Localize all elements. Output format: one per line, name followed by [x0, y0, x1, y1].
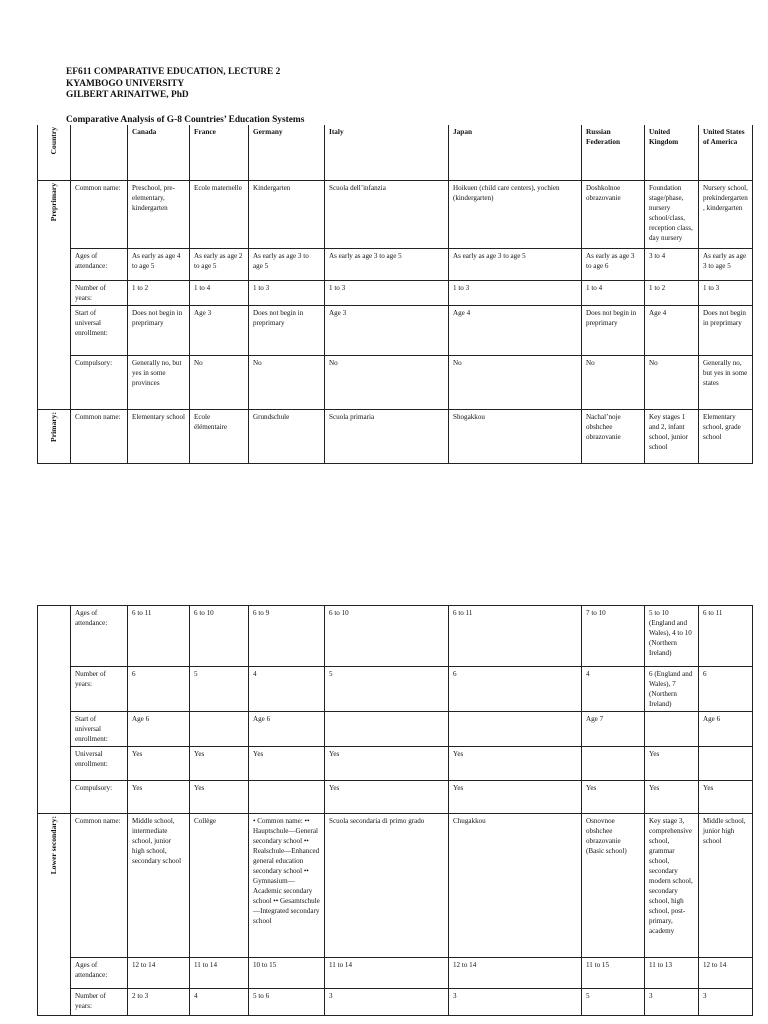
- table-cell: Yes: [699, 781, 753, 814]
- table-cell: 6 to 9: [249, 606, 325, 667]
- table-cell: Yes: [325, 781, 449, 814]
- table-cell: Osnovnoe obshchee obrazovanie (Basic school): [582, 814, 645, 958]
- table-cell: 12 to 14: [128, 958, 190, 989]
- table-cell: [190, 712, 249, 747]
- course-title: EF611 COMPARATIVE EDUCATION, LECTURE 2: [66, 67, 281, 77]
- table-cell: 1 to 3: [249, 280, 325, 305]
- section-label-lower-secondary: Lower secondary:: [38, 814, 71, 1016]
- table-cell: No: [325, 355, 449, 409]
- table-header-row: [38, 125, 753, 180]
- country-header: United States of America: [699, 125, 753, 180]
- table-cell: 6 to 11: [449, 606, 582, 667]
- table-cell: Yes: [249, 747, 325, 781]
- table-cell: Ecole maternelle: [190, 180, 249, 248]
- row-label: Ages of attendance:: [71, 606, 128, 667]
- table-cell: As early as age 3 to age 5: [325, 248, 449, 280]
- row-label: Common name:: [71, 180, 128, 248]
- table-title: Comparative Analysis of G-8 Countries’ Education Systems: [66, 115, 305, 125]
- section-label-country: Country: [38, 125, 71, 180]
- table-cell: Chugakkou: [449, 814, 582, 958]
- row-label: Common name:: [71, 409, 128, 463]
- table-cell: 3 to 4: [645, 248, 699, 280]
- row-label: Start of universal enrollment:: [71, 712, 128, 747]
- table-cell: 5: [325, 667, 449, 712]
- section-label-preprimary: Preprimary: [38, 180, 71, 409]
- table-cell: 1 to 4: [190, 280, 249, 305]
- table-cell: As early as age 2 to age 5: [190, 248, 249, 280]
- table-cell: Yes: [190, 747, 249, 781]
- table-cell: Age 4: [645, 305, 699, 355]
- table-cell: 6 to 10: [325, 606, 449, 667]
- table-cell: Scuola secondaria di primo grado: [325, 814, 449, 958]
- table-row: [38, 958, 753, 989]
- comparison-table-part1: [37, 125, 753, 464]
- table-row: [38, 667, 753, 712]
- table-cell: Shogakkou: [449, 409, 582, 463]
- table-cell: No: [249, 355, 325, 409]
- row-label: Start of universal enrollment:: [71, 305, 128, 355]
- primary-continued-label: [38, 606, 71, 814]
- table-cell: 3: [449, 989, 582, 1016]
- table-cell: Middle school, junior high school: [699, 814, 753, 958]
- table-cell: Does not begin in preprimary: [699, 305, 753, 355]
- table-cell: Does not begin in preprimary: [128, 305, 190, 355]
- table-row: [38, 280, 753, 305]
- table-cell: [582, 747, 645, 781]
- table-cell: Foundation stage/phase, nursery school/class, reception class, day nursery: [645, 180, 699, 248]
- country-header: Russian Federation: [582, 125, 645, 180]
- row-label: Number of years:: [71, 989, 128, 1016]
- table-cell: 2 to 3: [128, 989, 190, 1016]
- table-cell: Yes: [325, 747, 449, 781]
- table-cell: Age 6: [128, 712, 190, 747]
- table-cell: 1 to 2: [128, 280, 190, 305]
- table-cell: Age 3: [325, 305, 449, 355]
- row-label: Number of years:: [71, 667, 128, 712]
- table-cell: 12 to 14: [449, 958, 582, 989]
- country-header: Germany: [249, 125, 325, 180]
- table-cell: Middle school, intermediate school, junior high school, secondary school: [128, 814, 190, 958]
- table-cell: Preschool, pre-elementary, kindergarten: [128, 180, 190, 248]
- table-cell: 5 to 10 (England and Wales), 4 to 10 (Northern Ireland): [645, 606, 699, 667]
- table-cell: 1 to 3: [325, 280, 449, 305]
- table-cell: Doshkolnoe obrazovanie: [582, 180, 645, 248]
- table-cell: Yes: [128, 781, 190, 814]
- table-row: [38, 814, 753, 958]
- table-row: [38, 248, 753, 280]
- table-cell: 11 to 13: [645, 958, 699, 989]
- table-cell: Collège: [190, 814, 249, 958]
- country-header: Japan: [449, 125, 582, 180]
- table-cell: Elementary school: [128, 409, 190, 463]
- country-header: France: [190, 125, 249, 180]
- document-header: [66, 67, 280, 102]
- table-row: [38, 989, 753, 1016]
- section-label-primary: Primary:: [38, 409, 71, 463]
- table-cell: 1 to 4: [582, 280, 645, 305]
- table-cell: Scuola primaria: [325, 409, 449, 463]
- lecturer-name: GILBERT ARINAITWE, PhD: [66, 90, 189, 101]
- table-cell: [699, 747, 753, 781]
- table-row: [38, 606, 753, 667]
- country-header: Canada: [128, 125, 190, 180]
- table-cell: Age 7: [582, 712, 645, 747]
- table-cell: 1 to 2: [645, 280, 699, 305]
- table-cell: No: [449, 355, 582, 409]
- table-cell: 5 to 6: [249, 989, 325, 1016]
- university-name: KYAMBOGO UNIVERSITY: [66, 78, 185, 89]
- table-cell: Yes: [190, 781, 249, 814]
- table-cell: 10 to 15: [249, 958, 325, 989]
- table-cell: Key stage 3, comprehensive school, grammar school, secondary modern school, secondary school, high school, post-primary, academy: [645, 814, 699, 958]
- row-label: Compulsory:: [71, 781, 128, 814]
- table-cell: 6 to 11: [128, 606, 190, 667]
- table-cell: 6: [449, 667, 582, 712]
- table-row: [38, 747, 753, 781]
- table-cell: 5: [582, 989, 645, 1016]
- table-cell: [449, 712, 582, 747]
- table-cell: Age 3: [190, 305, 249, 355]
- row-label: Common name:: [71, 814, 128, 958]
- table-row: [38, 712, 753, 747]
- table-cell: Key stages 1 and 2, infant school, junior school: [645, 409, 699, 463]
- table-cell: 11 to 14: [190, 958, 249, 989]
- table-cell: Generally no, but yes in some states: [699, 355, 753, 409]
- table-cell: [249, 781, 325, 814]
- table-cell: 1 to 3: [699, 280, 753, 305]
- table-cell: [645, 712, 699, 747]
- comparison-table-part2: [37, 605, 753, 1016]
- table-row: [38, 180, 753, 248]
- table-cell: 3: [645, 989, 699, 1016]
- table-cell: 4: [582, 667, 645, 712]
- table-cell: Age 6: [699, 712, 753, 747]
- row-label: Number of years:: [71, 280, 128, 305]
- table-row: [38, 305, 753, 355]
- table-cell: No: [190, 355, 249, 409]
- table-cell: 6 (England and Wales), 7 (Northern Ireland): [645, 667, 699, 712]
- table-row: [38, 409, 753, 463]
- table-cell: As early as age 3 to age 5: [699, 248, 753, 280]
- table-cell: 6 to 10: [190, 606, 249, 667]
- table-cell: 6: [699, 667, 753, 712]
- table-cell: Nachal’noje obshchee obrazovanie: [582, 409, 645, 463]
- table-cell: 11 to 14: [325, 958, 449, 989]
- table-row: [38, 781, 753, 814]
- table-cell: 3: [325, 989, 449, 1016]
- table-cell: Does not begin in preprimary: [249, 305, 325, 355]
- table-cell: Yes: [582, 781, 645, 814]
- table-cell: 4: [190, 989, 249, 1016]
- table-cell: As early as age 3 to age 5: [249, 248, 325, 280]
- table-cell: Yes: [449, 781, 582, 814]
- table-cell: Grundschule: [249, 409, 325, 463]
- country-header: United Kingdom: [645, 125, 699, 180]
- table-cell: Hoikuen (child care centers), yochien (kindergarten): [449, 180, 582, 248]
- table-cell: Elementary school, grade school: [699, 409, 753, 463]
- table-cell: Yes: [449, 747, 582, 781]
- table-cell: No: [645, 355, 699, 409]
- table-cell: • Common name: •• Hauptschule—General secondary school •• Realschule—Enhanced general education secondary school •• Gymnasium—Academic secondary school •• Gesamtschule—Integrated secondary school: [249, 814, 325, 958]
- table-cell: [325, 712, 449, 747]
- table-cell: 3: [699, 989, 753, 1016]
- table-cell: Nursery school, prekindergarten, kindergarten: [699, 180, 753, 248]
- row-label: Ages of attendance:: [71, 248, 128, 280]
- table-cell: 11 to 15: [582, 958, 645, 989]
- table-cell: No: [582, 355, 645, 409]
- table-cell: 1 to 3: [449, 280, 582, 305]
- table-cell: 7 to 10: [582, 606, 645, 667]
- table-cell: Age 6: [249, 712, 325, 747]
- table-cell: 6 to 11: [699, 606, 753, 667]
- table-cell: Age 4: [449, 305, 582, 355]
- table-cell: Yes: [645, 781, 699, 814]
- table-cell: 5: [190, 667, 249, 712]
- table-cell: 12 to 14: [699, 958, 753, 989]
- table-cell: 6: [128, 667, 190, 712]
- table-cell: Ecole élémentaire: [190, 409, 249, 463]
- table-cell: Generally no, but yes in some provinces: [128, 355, 190, 409]
- table-cell: As early as age 3 to age 5: [449, 248, 582, 280]
- table-cell: Yes: [645, 747, 699, 781]
- row-label: Universal enrollment:: [71, 747, 128, 781]
- country-header: Italy: [325, 125, 449, 180]
- table-cell: As early as age 4 to age 5: [128, 248, 190, 280]
- table-cell: Scuola dell’infanzia: [325, 180, 449, 248]
- table-row: [38, 355, 753, 409]
- table-cell: Kindergarten: [249, 180, 325, 248]
- row-label: Ages of attendance:: [71, 958, 128, 989]
- table-cell: Yes: [128, 747, 190, 781]
- row-label: Compulsory:: [71, 355, 128, 409]
- table-cell: Does not begin in preprimary: [582, 305, 645, 355]
- table-cell: 4: [249, 667, 325, 712]
- table-cell: As early as age 3 to age 6: [582, 248, 645, 280]
